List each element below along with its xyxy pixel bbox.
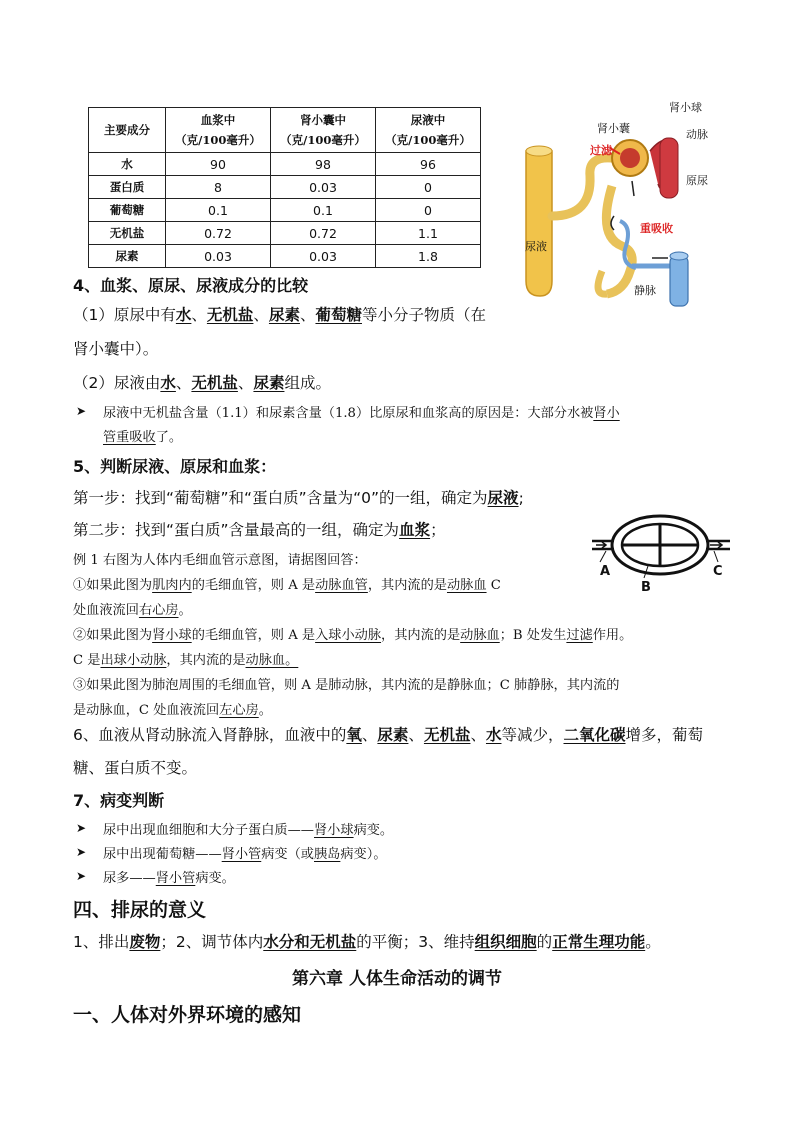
q1-cont: 处血液流回右心房。: [73, 603, 192, 618]
table-row: [89, 176, 481, 199]
capsule-label: 肾小囊: [597, 122, 630, 135]
capillary-label-b: B: [641, 580, 651, 595]
table-cell: 0: [376, 199, 481, 222]
bullet-arrow-icon: ➤: [76, 845, 87, 859]
capillary-label-a: A: [600, 564, 611, 579]
table-cell: 8: [166, 176, 271, 199]
table-header-cell: 尿液中 （克/100毫升）: [376, 108, 481, 153]
composition-table: [88, 107, 481, 268]
s7-b3: 尿多——肾小管病变。: [103, 871, 235, 886]
table-cell: 0.03: [271, 176, 376, 199]
bullet-arrow-icon: ➤: [76, 869, 87, 883]
s4-p1-cont: 肾小囊中）。: [73, 340, 159, 358]
example-1: 例 1 右图为人体内毛细血管示意图，请据图回答：: [73, 553, 367, 568]
table-header-cell: 血浆中 （克/100毫升）: [166, 108, 271, 153]
urination-significance: 1、排出废物；2、调节体内水分和无机盐的平衡；3、维持组织细胞的正常生理功能。: [73, 933, 661, 951]
primary-urine-label: 原尿: [686, 174, 708, 187]
bullet-arrow-icon: ➤: [76, 821, 87, 835]
table-row: [89, 222, 481, 245]
artery-label: 动脉: [686, 128, 708, 141]
s4-p1: （1）原尿中有水、无机盐、尿素、葡萄糖等小分子物质（在: [73, 306, 486, 324]
s4-note-cont: 管重吸收了。: [103, 430, 183, 445]
s4-note: 尿液中无机盐含量（1.1）和尿素含量（1.8）比原尿和血浆高的原因是：大部分水被肾小: [103, 406, 620, 421]
s6-line1: 6、血液从肾动脉流入肾静脉，血液中的氧、尿素、无机盐、水等减少，二氧化碳增多，葡萄: [73, 726, 704, 744]
table-cell: 无机盐: [89, 222, 166, 245]
s7-b2: 尿中出现葡萄糖——肾小管病变（或胰岛病变）。: [103, 847, 387, 862]
filtration-label: 过滤: [590, 144, 612, 157]
q3: ③如果此图为肺泡周围的毛细血管，则 A 是肺动脉，其内流的是静脉血；C 肺静脉，其内流的: [73, 678, 620, 693]
table-cell: 98: [271, 153, 376, 176]
table-cell: 0.03: [166, 245, 271, 268]
table-cell: 1.1: [376, 222, 481, 245]
bullet-arrow-icon: ➤: [76, 404, 87, 418]
table-header-row: [89, 108, 481, 153]
table-cell: 0.03: [271, 245, 376, 268]
capillary-label-c: C: [713, 564, 723, 579]
table-cell: 0.72: [166, 222, 271, 245]
urine-label: 尿液: [525, 240, 547, 253]
table-header-cell: 肾小囊中 （克/100毫升）: [271, 108, 376, 153]
table-cell: 0: [376, 176, 481, 199]
table-cell: 1.8: [376, 245, 481, 268]
section-urination-title: 四、排尿的意义: [73, 899, 207, 921]
table-row: [89, 199, 481, 222]
s6-line2: 糖、蛋白质不变。: [73, 759, 198, 777]
section-5-title: 5、判断尿液、原尿和血浆：: [73, 457, 277, 476]
vein-label: 静脉: [634, 284, 656, 297]
s7-b1: 尿中出现血细胞和大分子蛋白质——肾小球病变。: [103, 823, 394, 838]
table-cell: 90: [166, 153, 271, 176]
table-cell: 0.1: [271, 199, 376, 222]
table-cell: 0.1: [166, 199, 271, 222]
table-cell: 96: [376, 153, 481, 176]
table-cell: 蛋白质: [89, 176, 166, 199]
reabsorption-label: 重吸收: [640, 222, 673, 235]
q2: ②如果此图为肾小球的毛细血管，则 A 是入球小动脉，其内流的是动脉血；B 处发生过滤作用。: [73, 628, 633, 643]
q2-cont: C 是出球小动脉，其内流的是动脉血。: [73, 653, 299, 668]
s5-step1: 第一步：找到“葡萄糖”和“蛋白质”含量为“0”的一组，确定为尿液;: [73, 489, 524, 507]
section-7-title: 7、病变判断: [73, 791, 165, 810]
section-4-title: 4、血浆、原尿、尿液成分的比较: [73, 276, 309, 295]
table-row: [89, 153, 481, 176]
table-cell: 0.72: [271, 222, 376, 245]
chapter-title: 第六章 人体生命活动的调节: [292, 969, 502, 989]
table-cell: 水: [89, 153, 166, 176]
table-cell: 尿素: [89, 245, 166, 268]
q1: ①如果此图为肌肉内的毛细血管，则 A 是动脉血管，其内流的是动脉血 C: [73, 578, 501, 593]
q3-cont: 是动脉血，C 处血液流回左心房。: [73, 703, 272, 718]
s5-step2: 第二步：找到“蛋白质”含量最高的一组，确定为血浆；: [73, 521, 446, 539]
glomerulus-label: 肾小球: [669, 101, 702, 114]
s4-p2: （2）尿液由水、无机盐、尿素组成。: [73, 374, 331, 392]
table-cell: 葡萄糖: [89, 199, 166, 222]
capillary-diagram: [588, 508, 734, 594]
section-perception-title: 一、人体对外界环境的感知: [73, 1004, 302, 1026]
table-row: [89, 245, 481, 268]
table-header-cell: 主要成分: [89, 108, 166, 153]
